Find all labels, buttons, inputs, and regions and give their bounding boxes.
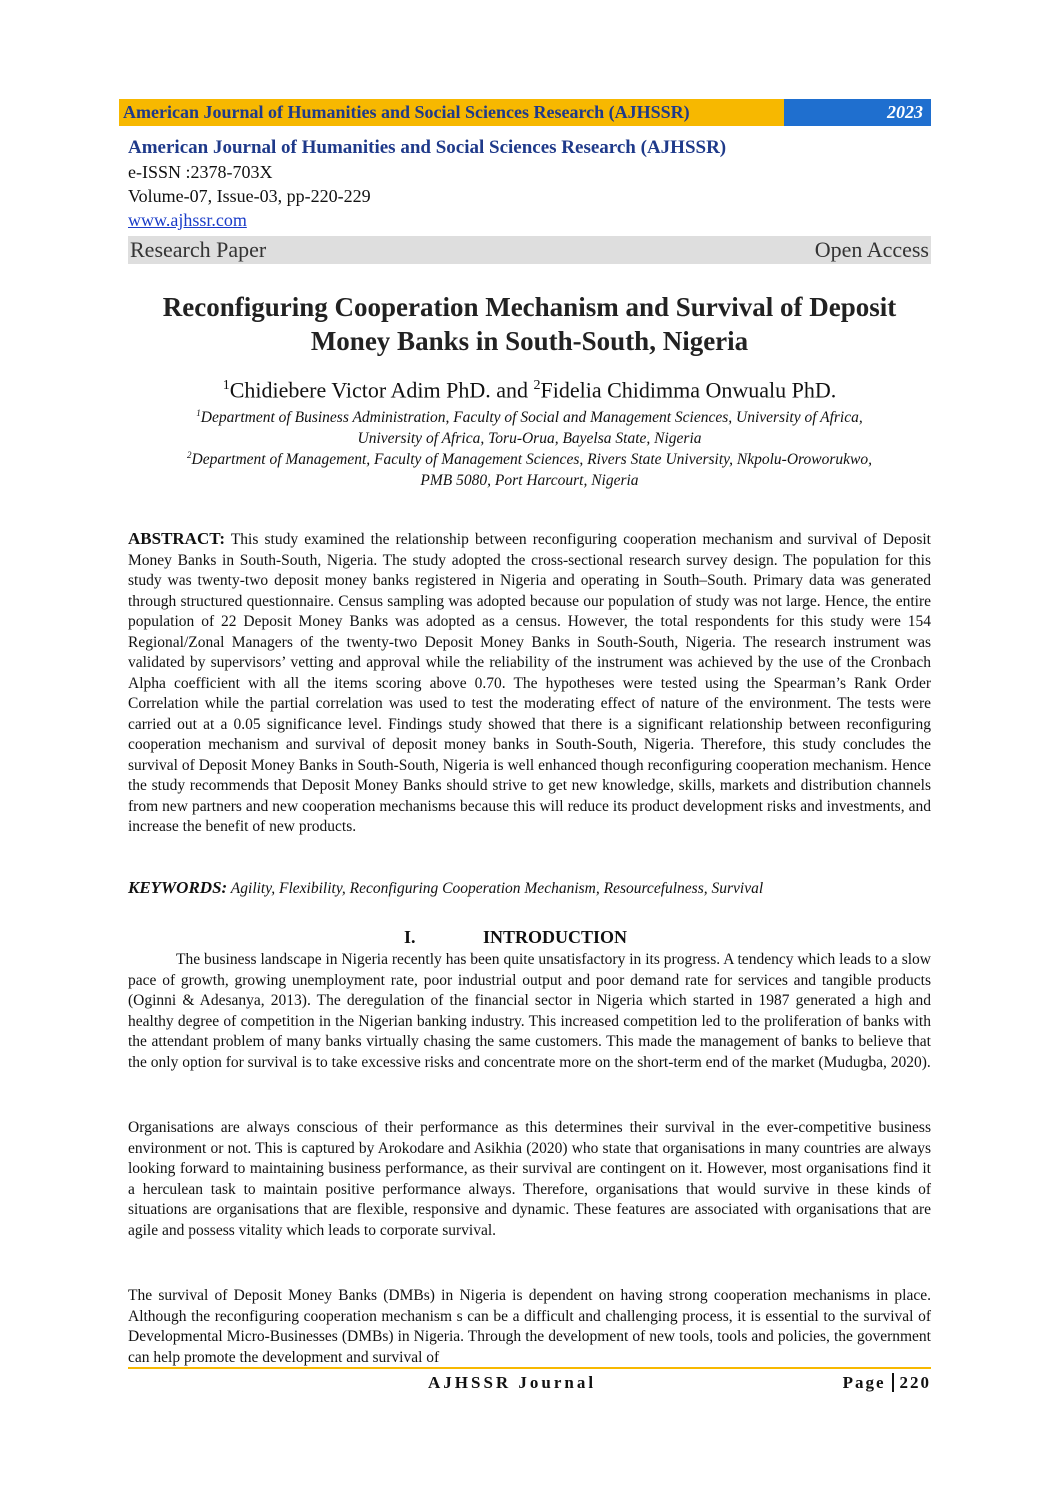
abstract-label: ABSTRACT: (128, 529, 225, 548)
affiliation-1 (128, 403, 931, 449)
affiliation-1-line-2: University of Africa, Toru-Orua, Bayelsa State, Nigeria (357, 430, 702, 448)
author-2-marker: 2 (533, 378, 541, 393)
affiliation-1-marker: 1 (196, 408, 201, 418)
section-number: I. (404, 927, 416, 947)
section-title: INTRODUCTION (483, 927, 628, 947)
authors (128, 372, 931, 404)
paper-title-line-1: Reconfiguring Cooperation Mechanism and Survival of Deposit (162, 292, 897, 322)
author-1-name: Chidiebere Victor Adim PhD. and (229, 377, 534, 403)
paper-title (128, 290, 931, 358)
running-header (119, 99, 931, 126)
running-header-journal: American Journal of Humanities and Social Sciences Research (AJHSSR) (119, 99, 784, 126)
page-footer (128, 1373, 931, 1397)
footer-journal: AJHSSR Journal (428, 1373, 597, 1392)
footer-rule (128, 1367, 931, 1369)
affiliation-2-line-1: Department of Management, Faculty of Management Sciences, Rivers State University, Nkpolu-Oroworukwo, (191, 451, 872, 469)
affiliation-1-line-1: Department of Business Administration, Faculty of Social and Management Sciences, University of Africa, (200, 409, 863, 427)
footer-page-separator (892, 1373, 894, 1392)
affiliation-2 (128, 445, 931, 491)
running-header-year: 2023 (784, 99, 931, 126)
author-1-marker: 1 (222, 378, 230, 393)
journal-website-link[interactable]: www.ajhssr.com (128, 210, 247, 230)
keywords (128, 877, 931, 900)
keywords-text: Agility, Flexibility, Reconfiguring Cooperation Mechanism, Resourcefulness, Survival (230, 880, 764, 897)
paper-type-bar (128, 236, 931, 264)
intro-paragraph-2: Organisations are always conscious of their performance as this determines their survival in the ever-competitive business environment or not. This is captured by Arokodare and Asikhia (2020) who state that organisations in many countries are always looking forward to maintaining business performance, as their survival are contingent on it. However, most organisations find it a herculean task to maintain positive performance always. Therefore, organisations that would survive in these kinds of situations are organisations that are flexible, responsive and dynamic. These features are associated with organisations that are agile and possess vitality which leads to corporate survival. (128, 1119, 931, 1239)
open-access-label: Open Access (814, 237, 929, 262)
abstract-text: This study examined the relationship between reconfiguring cooperation mechanism and survival of Deposit Money Banks in South-South, Nigeria. The study adopted the cross-sectional research survey design. The population for this study was twenty-two deposit money banks registered in Nigeria and operating in South–South. Primary data was generated through structured questionnaire. Census sampling was adopted because our population of study was not large. Hence, the entire population of 22 Deposit Money Banks was adopted as a census. However, the total respondents for this study were 154 Regional/Zonal Managers of the twenty-two Deposit Money Banks in South-South, Nigeria. The research instrument was validated by supervisors’ vetting and approval while the reliability of the instrument was achieved by the use of the Cronbach Alpha coefficient with all the items scoring above 0.70. The hypotheses were tested using the Spearman’s Rank Order Correlation while the partial correlation was used to test the moderating effect of nature of the environment. The tests were carried out at a 0.05 significance level. Findings study showed that there is a significant relationship between reconfiguring cooperation mechanism and survival of deposit money banks in South-South, Nigeria. Therefore, this study concludes the survival of Deposit Money Banks in South-South, Nigeria is well enhanced though reconfiguring cooperation mechanism. Hence the study recommends that Deposit Money Banks should strive to get new knowledge, skills, markets and distribution channels from new partners and new cooperation mechanisms because this will reduce its product development risks and investments, and increase the benefit of new products. (128, 531, 931, 835)
affiliation-2-line-2: PMB 5080, Port Harcourt, Nigeria (420, 472, 639, 490)
affiliation-2-marker: 2 (187, 450, 192, 460)
footer-page (843, 1373, 931, 1393)
author-2-name: Fidelia Chidimma Onwualu PhD. (540, 377, 837, 403)
intro-paragraph-1: The business landscape in Nigeria recently has been quite unsatisfactory in its progress. A tendency which leads to a slow pace of growth, growing unemployment rate, poor industrial output and poor demand rate for services and tangible products (Oginni & Adesanya, 2013). The deregulation of the financial sector in Nigeria which started in 1987 generated a high and healthy degree of competition in the Nigerian banking industry. This increased competition led to the proliferation of banks with the attendant problem of many banks virtually chasing the same customers. This made the management of banks to believe that the only option for survival is to take excessive risks and concentrate more on the short-term end of the market (Mudugba, 2020). (128, 951, 931, 1071)
journal-name: American Journal of Humanities and Social Sciences Research (AJHSSR) (128, 137, 727, 158)
abstract (128, 529, 931, 838)
paper-type-label: Research Paper (130, 237, 267, 262)
keywords-label: KEYWORDS: (128, 878, 228, 897)
paper-title-line-2: Money Banks in South-South, Nigeria (310, 326, 749, 356)
journal-issn: e-ISSN :2378-703X (128, 162, 273, 182)
footer-page-label: Page (842, 1373, 886, 1392)
footer-page-number: 220 (899, 1373, 931, 1392)
journal-info (128, 136, 928, 232)
journal-volume: Volume-07, Issue-03, pp-220-229 (128, 186, 371, 206)
intro-paragraph-3: The survival of Deposit Money Banks (DMBs) in Nigeria is dependent on having strong cooperation mechanisms in place. Although the reconfiguring cooperation mechanism s can be a difficult and challenging process, it is essential to the survival of Developmental Micro-Businesses (DMBs) in Nigeria. Through the development of new tools, tools and policies, the government can help promote the development and survival of (128, 1287, 931, 1366)
